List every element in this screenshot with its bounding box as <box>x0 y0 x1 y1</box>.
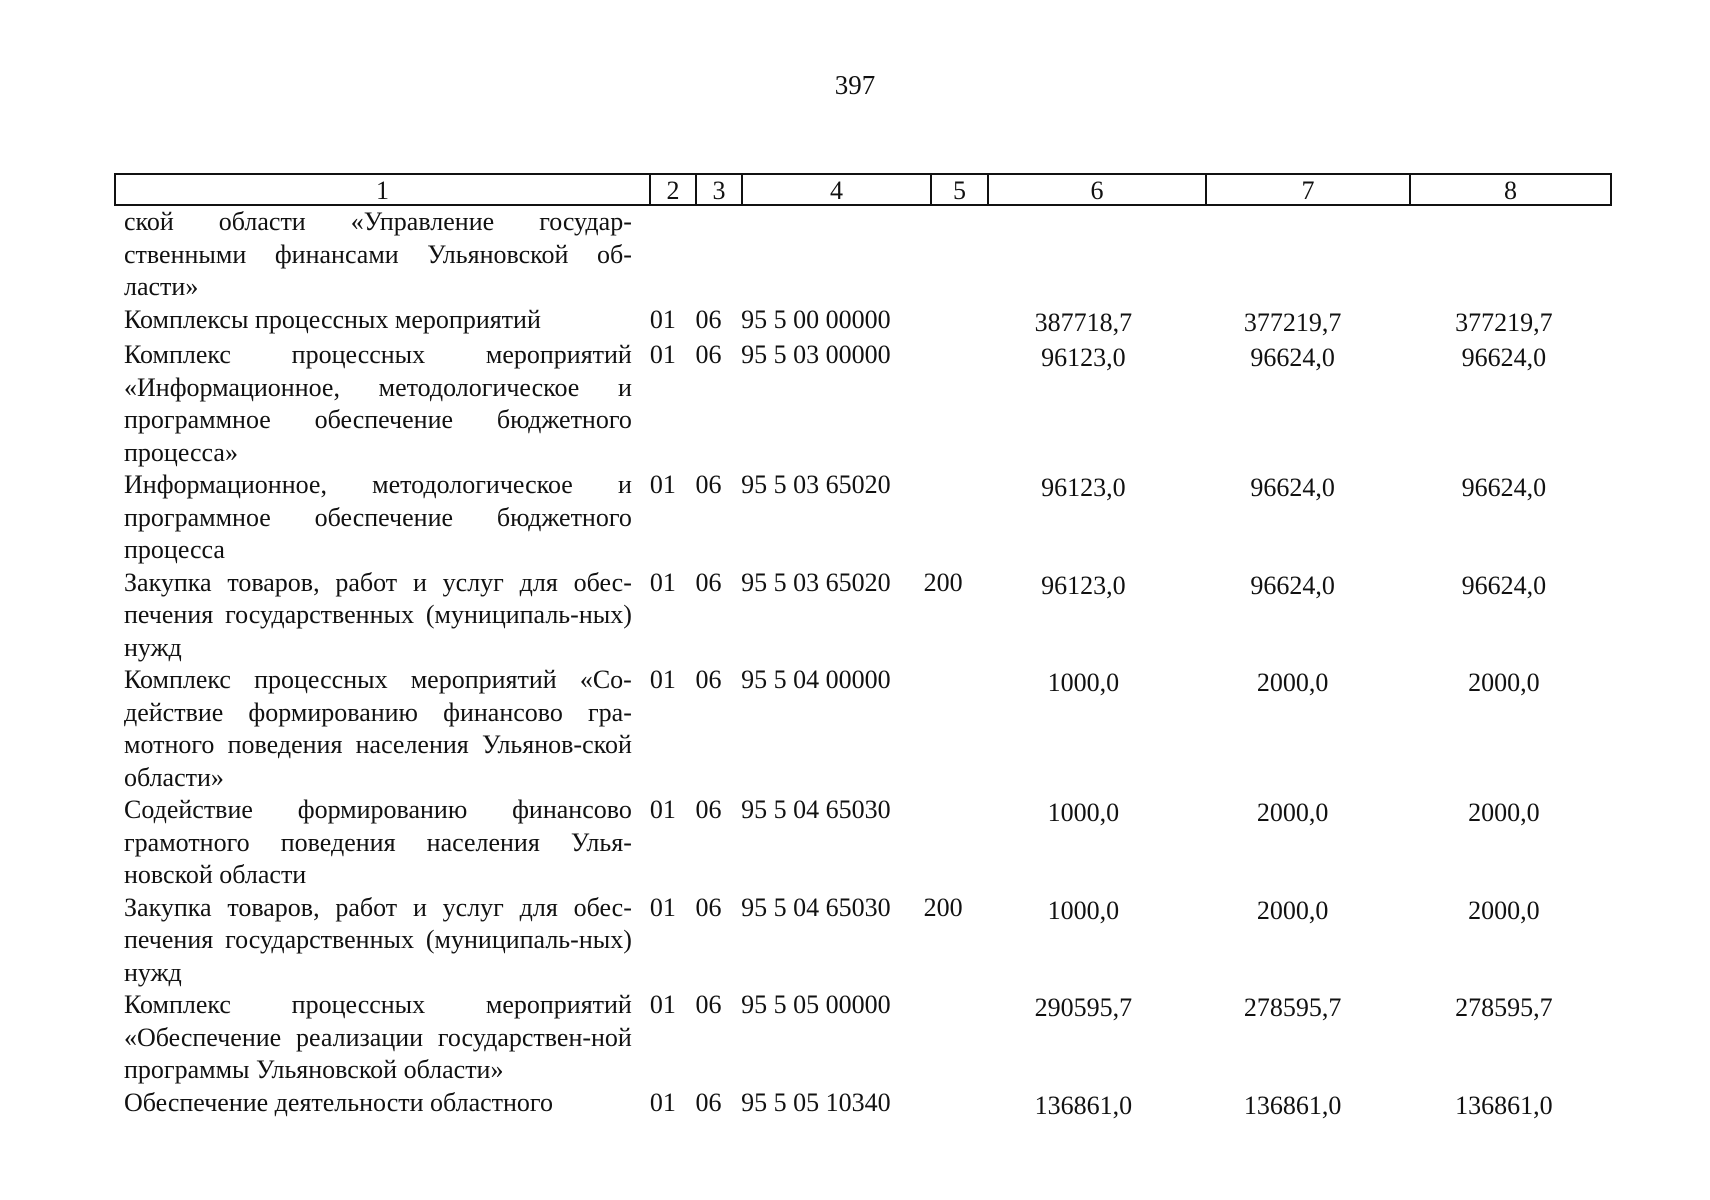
cell-amount-col8: 2000,0 <box>1468 895 1540 925</box>
cell-expense-type: 200 <box>923 567 963 597</box>
cell-subsection: 06 <box>695 1087 722 1117</box>
row-description: Комплексы процессных мероприятий <box>124 304 541 334</box>
page-number: 397 <box>834 70 876 100</box>
cell-amount-col8: 136861,0 <box>1455 1090 1553 1120</box>
cell-amount-col8: 2000,0 <box>1468 668 1540 697</box>
header-cell-5: 5 <box>932 175 989 204</box>
table-body <box>124 206 1614 1122</box>
cell-subsection: 06 <box>695 990 722 1019</box>
cell-target-code: 95 5 00 00000 <box>741 304 891 334</box>
cell-amount-col7: 136861,0 <box>1243 1090 1342 1120</box>
cell-amount-col7: 2000,0 <box>1256 798 1329 827</box>
cell-amount-col8: 96624,0 <box>1461 570 1547 600</box>
cell-amount-col8: 377219,7 <box>1455 307 1553 337</box>
cell-target-code: 95 5 04 65030 <box>741 795 891 824</box>
cell-section: 01 <box>649 340 676 369</box>
cell-amount-col7: 278595,7 <box>1243 993 1342 1022</box>
cell-subsection: 06 <box>695 892 722 922</box>
cell-section: 01 <box>649 567 676 597</box>
cell-section: 01 <box>649 665 676 694</box>
table-row <box>124 304 1614 340</box>
row-description: ской области «Управление государ-ственными финансами Ульяновской об-ласти» <box>124 207 632 301</box>
cell-amount-col7: 2000,0 <box>1256 668 1329 697</box>
cell-amount-col8: 278595,7 <box>1455 993 1553 1022</box>
header-cell-1: 1 <box>116 175 651 204</box>
table-row <box>124 206 1614 304</box>
table-row <box>124 664 1614 794</box>
table-header <box>114 173 1612 206</box>
cell-amount-col6: 136861,0 <box>1034 1090 1133 1120</box>
cell-section: 01 <box>649 470 676 499</box>
cell-section: 01 <box>649 892 676 922</box>
header-cell-3: 3 <box>697 175 743 204</box>
table-row <box>124 567 1614 665</box>
row-description: Закупка товаров, работ и услуг для обес-печения государственных (муниципаль-ных) нужд <box>124 892 632 987</box>
row-description: Комплекс процессных мероприятий «Информационное, методологическое и программное обеспечение бюджетного процесса» <box>124 340 632 467</box>
cell-target-code: 95 5 03 00000 <box>741 340 891 369</box>
cell-amount-col8 <box>1394 206 1614 209</box>
table-row <box>124 989 1614 1087</box>
row-description: Содействие формированию финансово грамотного поведения населения Улья-новской области <box>124 795 632 889</box>
header-cell-2: 2 <box>651 175 697 204</box>
header-cell-6: 6 <box>989 175 1207 204</box>
header-cell-7: 7 <box>1207 175 1411 204</box>
cell-subsection: 06 <box>695 340 722 369</box>
cell-amount-col7: 96624,0 <box>1250 343 1335 372</box>
cell-amount-col6: 387718,7 <box>1034 307 1133 337</box>
cell-target-code: 95 5 05 10340 <box>741 1087 891 1117</box>
cell-amount-col7: 377219,7 <box>1243 307 1342 337</box>
cell-amount-col8: 2000,0 <box>1468 798 1540 827</box>
row-description: Комплекс процессных мероприятий «Обеспечение реализации государствен-ной программы Ульяновской области» <box>124 990 632 1084</box>
cell-target-code: 95 5 04 00000 <box>741 665 891 694</box>
row-description: Комплекс процессных мероприятий «Со-действие формированию финансово гра-мотного поведения населения Ульянов-ской области» <box>124 665 632 792</box>
cell-amount-col7: 96624,0 <box>1250 570 1335 600</box>
cell-amount-col8: 96624,0 <box>1461 343 1547 372</box>
row-description: Обеспечение деятельности областного <box>124 1087 553 1117</box>
cell-target-code: 95 5 03 65020 <box>741 470 891 499</box>
cell-section: 01 <box>649 795 676 824</box>
table-row <box>124 892 1614 990</box>
cell-amount-col6: 1000,0 <box>1047 668 1120 697</box>
table-row <box>124 469 1614 567</box>
cell-amount-col7 <box>1191 206 1393 209</box>
cell-amount-col6: 96123,0 <box>1041 473 1126 502</box>
cell-subsection: 06 <box>695 665 722 694</box>
cell-amount-col6: 96123,0 <box>1041 343 1126 372</box>
cell-subsection: 06 <box>695 567 722 597</box>
cell-section: 01 <box>649 304 676 334</box>
table-row <box>124 1087 1614 1123</box>
row-description: Информационное, методологическое и программное обеспечение бюджетного процесса <box>124 470 632 564</box>
cell-target-code: 95 5 03 65020 <box>741 567 891 597</box>
cell-amount-col8: 96624,0 <box>1461 473 1547 502</box>
cell-target-code: 95 5 04 65030 <box>741 892 891 922</box>
cell-amount-col7: 2000,0 <box>1256 895 1329 925</box>
table-row <box>124 794 1614 892</box>
cell-amount-col7: 96624,0 <box>1250 473 1335 502</box>
cell-amount-col6: 1000,0 <box>1047 895 1120 925</box>
cell-amount-col6 <box>975 206 1191 209</box>
cell-section: 01 <box>649 990 676 1019</box>
cell-section: 01 <box>649 1087 676 1117</box>
header-cell-4: 4 <box>743 175 932 204</box>
cell-target-code: 95 5 05 00000 <box>741 990 891 1019</box>
cell-subsection: 06 <box>695 304 722 334</box>
cell-expense-type: 200 <box>923 892 963 922</box>
table-row <box>124 339 1614 469</box>
cell-subsection: 06 <box>695 470 722 499</box>
row-description: Закупка товаров, работ и услуг для обес-печения государственных (муниципаль-ных) нужд <box>124 567 632 662</box>
cell-amount-col6: 290595,7 <box>1034 993 1133 1022</box>
cell-amount-col6: 96123,0 <box>1041 570 1126 600</box>
cell-amount-col6: 1000,0 <box>1047 798 1120 827</box>
header-cell-8: 8 <box>1504 176 1517 205</box>
cell-subsection: 06 <box>695 795 722 824</box>
